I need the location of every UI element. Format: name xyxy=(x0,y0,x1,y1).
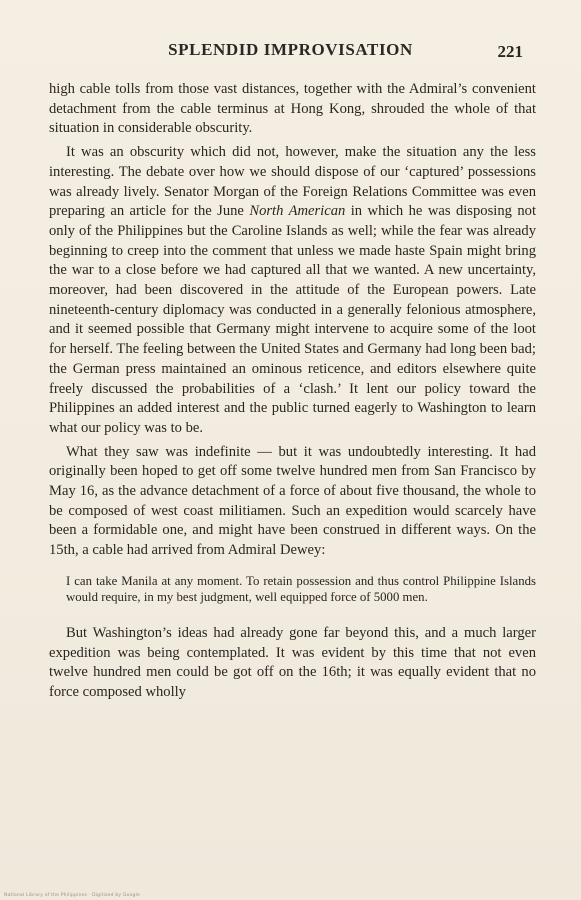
page-number: 221 xyxy=(497,42,523,61)
italic-title: North American xyxy=(249,203,346,220)
paragraph-2-text-b: in which he was disposing not only of the Philippines but the Caroline Islands as well; while the fear was already beginning to creep into the comment that unless we made haste Spain might bring the war to a close before we had captured all that we wanted. A new uncertainty, moreover, had been discovered in the attitude of the European powers. Late nineteenth-century diplomacy was conducted in a generally felonious atmosphere, and it seemed possible that Germany might intervene to acquire some of the loot for herself. The feeling between the United States and Germany had long been bad; the German press maintained an ominous reticence, and editors elsewhere quite freely discussed the probabilities of a ‘clash.’ It lent our policy toward the Philippines an added interest and the public turned eagerly to Washington to learn what our policy was to be. xyxy=(49,203,536,436)
paragraph-1: high cable tolls from those vast distances, together with the Admiral’s convenient detachment from the cable terminus at Hong Kong, shrouded the whole of that situation in considerable obscurity. xyxy=(49,81,536,137)
running-title: SPLENDID IMPROVISATION xyxy=(168,40,413,59)
block-quote: I can take Manila at any moment. To retain possession and thus control Philippine Islands would require, in my best judgment, well equipped force of 5000 men. xyxy=(66,573,536,605)
paragraph-2-text-a: It was an obscurity which did not, however, make the situation any the less interesting. The debate over how we should dispose of our ‘captured’ possessions was already lively. Senator Morgan of the Foreign Relations Committee was even preparing an article for the June xyxy=(49,144,536,220)
body-text xyxy=(49,80,536,703)
paragraph-2 xyxy=(49,143,536,439)
paragraph-4: But Washington’s ideas had already gone far beyond this, and a much larger expedition was being contemplated. It was evident by this time that not even twelve hundred men could be got off on the 16th; it was equally evident that no force composed wholly xyxy=(49,624,536,700)
paragraph-3: What they saw was indefinite — but it was undoubtedly interesting. It had originally been hoped to get off some twelve hundred men from San Francisco by May 16, as the advance detachment of a force of about five thousand, the whole to be composed of west coast militiamen. Such an expedition would scarcely have been a formidable one, and might have been construed in different ways. On the 15th, a cable had arrived from Admiral Dewey: xyxy=(49,443,536,559)
digitization-footer: National Library of the Philippines · Digitized by Google xyxy=(4,893,140,898)
page-header xyxy=(0,40,581,66)
